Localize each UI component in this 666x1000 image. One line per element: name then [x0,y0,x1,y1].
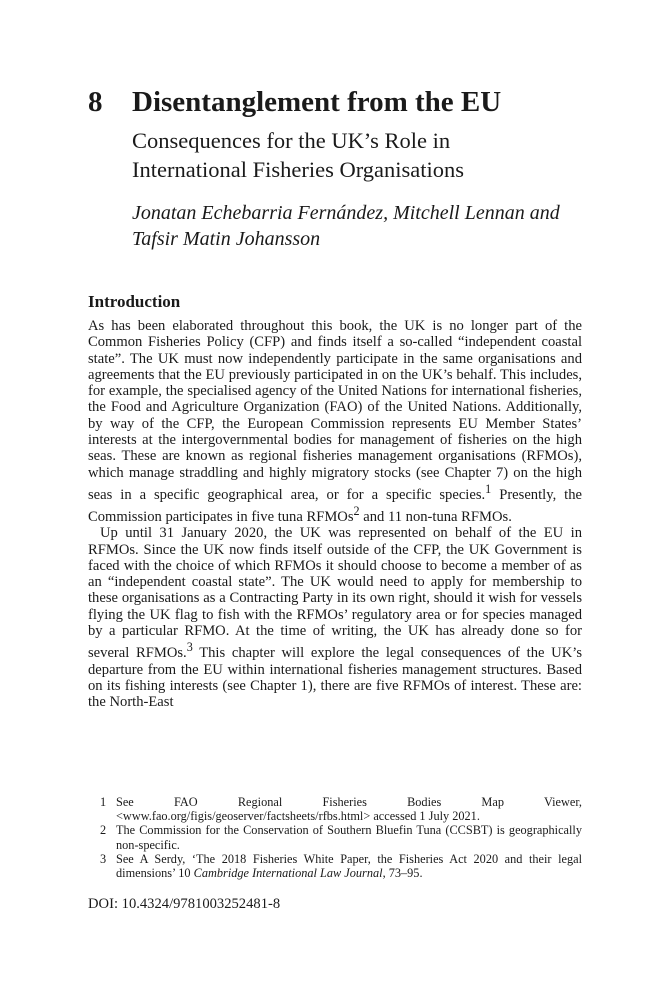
chapter-authors [132,200,608,252]
footnote-number: 3 [100,851,107,866]
footnote-2 [88,823,582,851]
footnote-text: The Commission for the Conservation of Southern Bluefin Tuna (CCSBT) is geographically non-specific. [116,823,582,852]
doi-line[interactable]: DOI: 10.4324/9781003252481-8 [88,896,281,912]
footnote-number: 2 [100,823,107,838]
paragraph-1 [88,318,582,525]
chapter-subtitle [132,126,608,184]
body-text [88,318,582,710]
footnote-text-b: , 73–95. [382,866,423,881]
paragraph-1-text-a: As has been elaborated throughout this book, the UK is no longer part of the Common Fisheries Policy (CFP) and finds itself a so-called “independent coastal state”. The UK must now independently participate in the same organisations and agreements that the EU previously participated in on the UK’s behalf. This includes, for example, the specialised agency of the United Nations for international fisheries, the Food and Agriculture Organization (FAO) of the United Nations. Additionally, by way of the CFP, the European Commission represents EU Member States’ interests at the intergovernmental bodies for management of fisheries on the high seas. These are known as regional fisheries management organisations (RFMOs), which manage straddling and highly migratory stocks (see Chapter 7) on the high seas in a specific geographical area, or for a specific species. [88,318,582,503]
paragraph-2-text-b: This chapter will explore the legal consequences of the UK’s departure from the EU within international fisheries management structures. Based on its fishing interests (see Chapter 1), there are five RFMOs of interest. These are: the North-East [88,645,582,711]
paragraph-1-text-c: and 11 non-tuna RFMOs. [359,508,512,525]
footnote-3 [88,852,582,880]
authors-line-1: Jonatan Echebarria Fernández, Mitchell Lennan and [132,202,560,224]
footnote-text-a: See A Serdy, ‘The 2018 Fisheries White Paper, the Fisheries Act 2020 and their legal dimensions’ 10 [116,851,582,881]
subtitle-line-2: International Fisheries Organisations [132,157,465,182]
paragraph-2-text-a: Up until 31 January 2020, the UK was represented on behalf of the EU in RFMOs. Since the UK now finds itself outside of the CFP, the UK Government is faced with the choice of which RFMOs it should choose to become a member of as an “independent coastal state”. The UK would need to apply for membership to these organisations as a Contracting Party in its own right, should it wish for vessels flying the UK flag to fish with the RFMOs’ regulatory area or for species managed by a particular RFMO. At the time of writing, the UK has already done so for several RFMOs. [88,525,582,662]
section-heading-introduction: Introduction [88,292,181,311]
footnotes [88,795,582,880]
footnote-ref-2[interactable]: 2 [353,504,360,519]
footnote-ref-1[interactable]: 1 [485,481,492,496]
footnote-text: See FAO Regional Fisheries Bodies Map Viewer, <www.fao.org/figis/geoserver/factsheets/rfbs.html> accessed 1 July 2021. [116,795,582,824]
chapter-number: 8 [88,86,103,118]
chapter-title [88,84,608,120]
chapter-header [88,84,608,252]
authors-line-2: Tafsir Matin Johansson [132,228,321,250]
paragraph-1-text-b: Presently, the Commission participates in five tuna RFMOs [88,486,582,525]
paragraph-2 [88,525,582,710]
chapter-title-text: Disentanglement from the EU [132,86,502,118]
journal-title: Cambridge International Law Journal [193,866,383,881]
subtitle-line-1: Consequences for the UK’s Role in [132,128,451,153]
footnote-number: 1 [100,795,107,809]
footnote-ref-3[interactable]: 3 [186,640,193,655]
footnote-1 [88,795,582,823]
